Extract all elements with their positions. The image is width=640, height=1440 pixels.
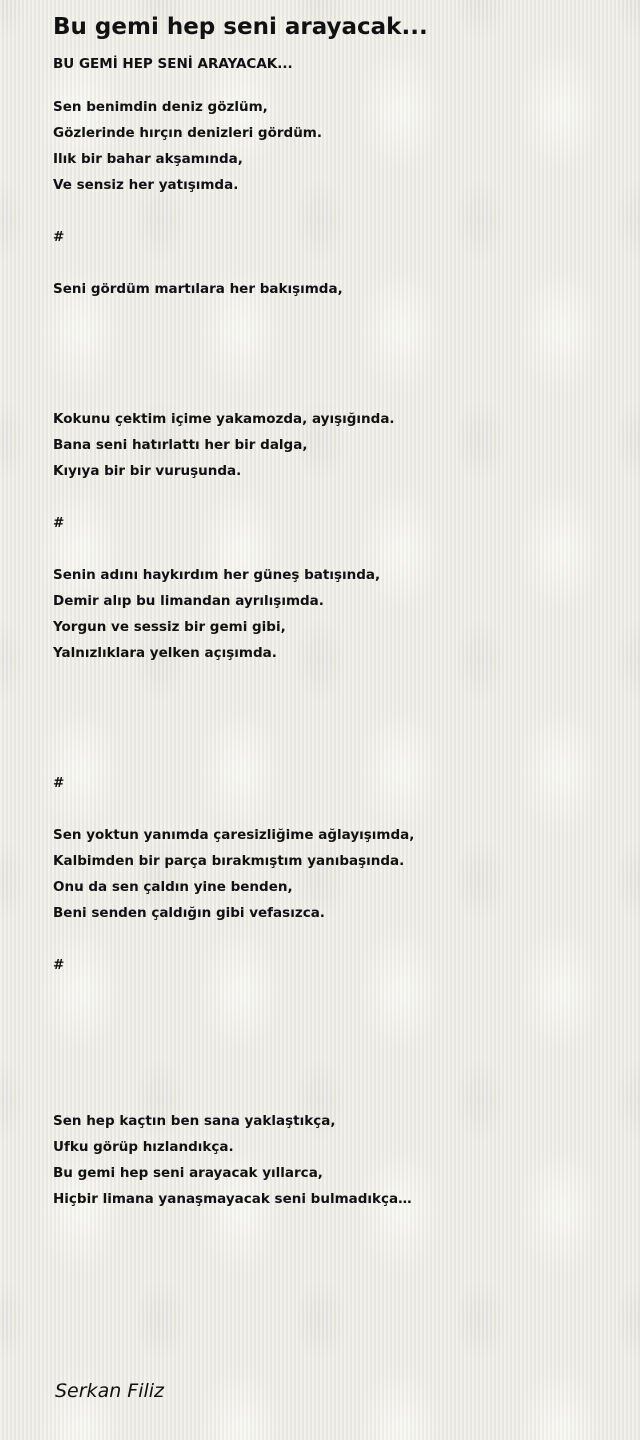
poem-line: Ufku görüp hızlandıkça. xyxy=(53,1139,234,1155)
poem-author: Serkan Filiz xyxy=(55,1380,165,1402)
blank-line xyxy=(53,1030,613,1056)
stanza-separator: # xyxy=(53,775,65,791)
poem-line: Sen yoktun yanımda çaresizliğime ağlayışımda, xyxy=(53,827,415,843)
blank-line xyxy=(53,692,613,718)
poem-line: Bu gemi hep seni arayacak yıllarca, xyxy=(53,1165,323,1181)
blank-line xyxy=(53,718,613,744)
poem-line: Ve sensiz her yatışımda. xyxy=(53,177,239,193)
poem-title: Bu gemi hep seni arayacak... xyxy=(53,14,428,40)
stanza-separator: # xyxy=(53,957,65,973)
poem-line: Kıyıya bir bir vuruşunda. xyxy=(53,463,242,479)
poem-line: Yorgun ve sessiz bir gemi gibi, xyxy=(53,619,286,635)
blank-line xyxy=(53,536,613,562)
blank-line xyxy=(53,666,613,692)
poem-body xyxy=(53,94,613,1212)
blank-line xyxy=(53,250,613,276)
poem-container xyxy=(53,12,613,1212)
poem-line: Hiçbir limana yanaşmayacak seni bulmadıkça… xyxy=(53,1191,412,1207)
blank-line xyxy=(53,380,613,406)
blank-line xyxy=(53,484,613,510)
blank-line xyxy=(53,198,613,224)
poem-line: Seni gördüm martılara her bakışımda, xyxy=(53,281,343,297)
poem-line: Beni senden çaldığın gibi vefasızca. xyxy=(53,905,325,921)
poem-line: Kokunu çektim içime yakamozda, ayışığında. xyxy=(53,411,395,427)
poem-line: Demir alıp bu limandan ayrılışımda. xyxy=(53,593,324,609)
poem-line: Sen hep kaçtın ben sana yaklaştıkça, xyxy=(53,1113,336,1129)
blank-line xyxy=(53,354,613,380)
blank-line xyxy=(53,1056,613,1082)
blank-line xyxy=(53,796,613,822)
poem-line: Gözlerinde hırçın denizleri gördüm. xyxy=(53,125,322,141)
blank-line xyxy=(53,302,613,328)
blank-line xyxy=(53,328,613,354)
blank-line xyxy=(53,978,613,1004)
poem-line: Senin adını haykırdım her güneş batışında, xyxy=(53,567,381,583)
poem-line: Yalnızlıklara yelken açışımda. xyxy=(53,645,277,661)
blank-line xyxy=(53,1004,613,1030)
blank-line xyxy=(53,744,613,770)
poem-line: Sen benimdin deniz gözlüm, xyxy=(53,99,268,115)
stanza-separator: # xyxy=(53,515,65,531)
blank-line xyxy=(53,1082,613,1108)
poem-line: Onu da sen çaldın yine benden, xyxy=(53,879,293,895)
poem-subtitle: BU GEMİ HEP SENİ ARAYACAK... xyxy=(53,56,293,72)
blank-line xyxy=(53,926,613,952)
poem-line: Bana seni hatırlattı her bir dalga, xyxy=(53,437,308,453)
stanza-separator: # xyxy=(53,229,65,245)
poem-line: Ilık bir bahar akşamında, xyxy=(53,151,243,167)
poem-line: Kalbimden bir parça bırakmıştım yanıbaşında. xyxy=(53,853,405,869)
